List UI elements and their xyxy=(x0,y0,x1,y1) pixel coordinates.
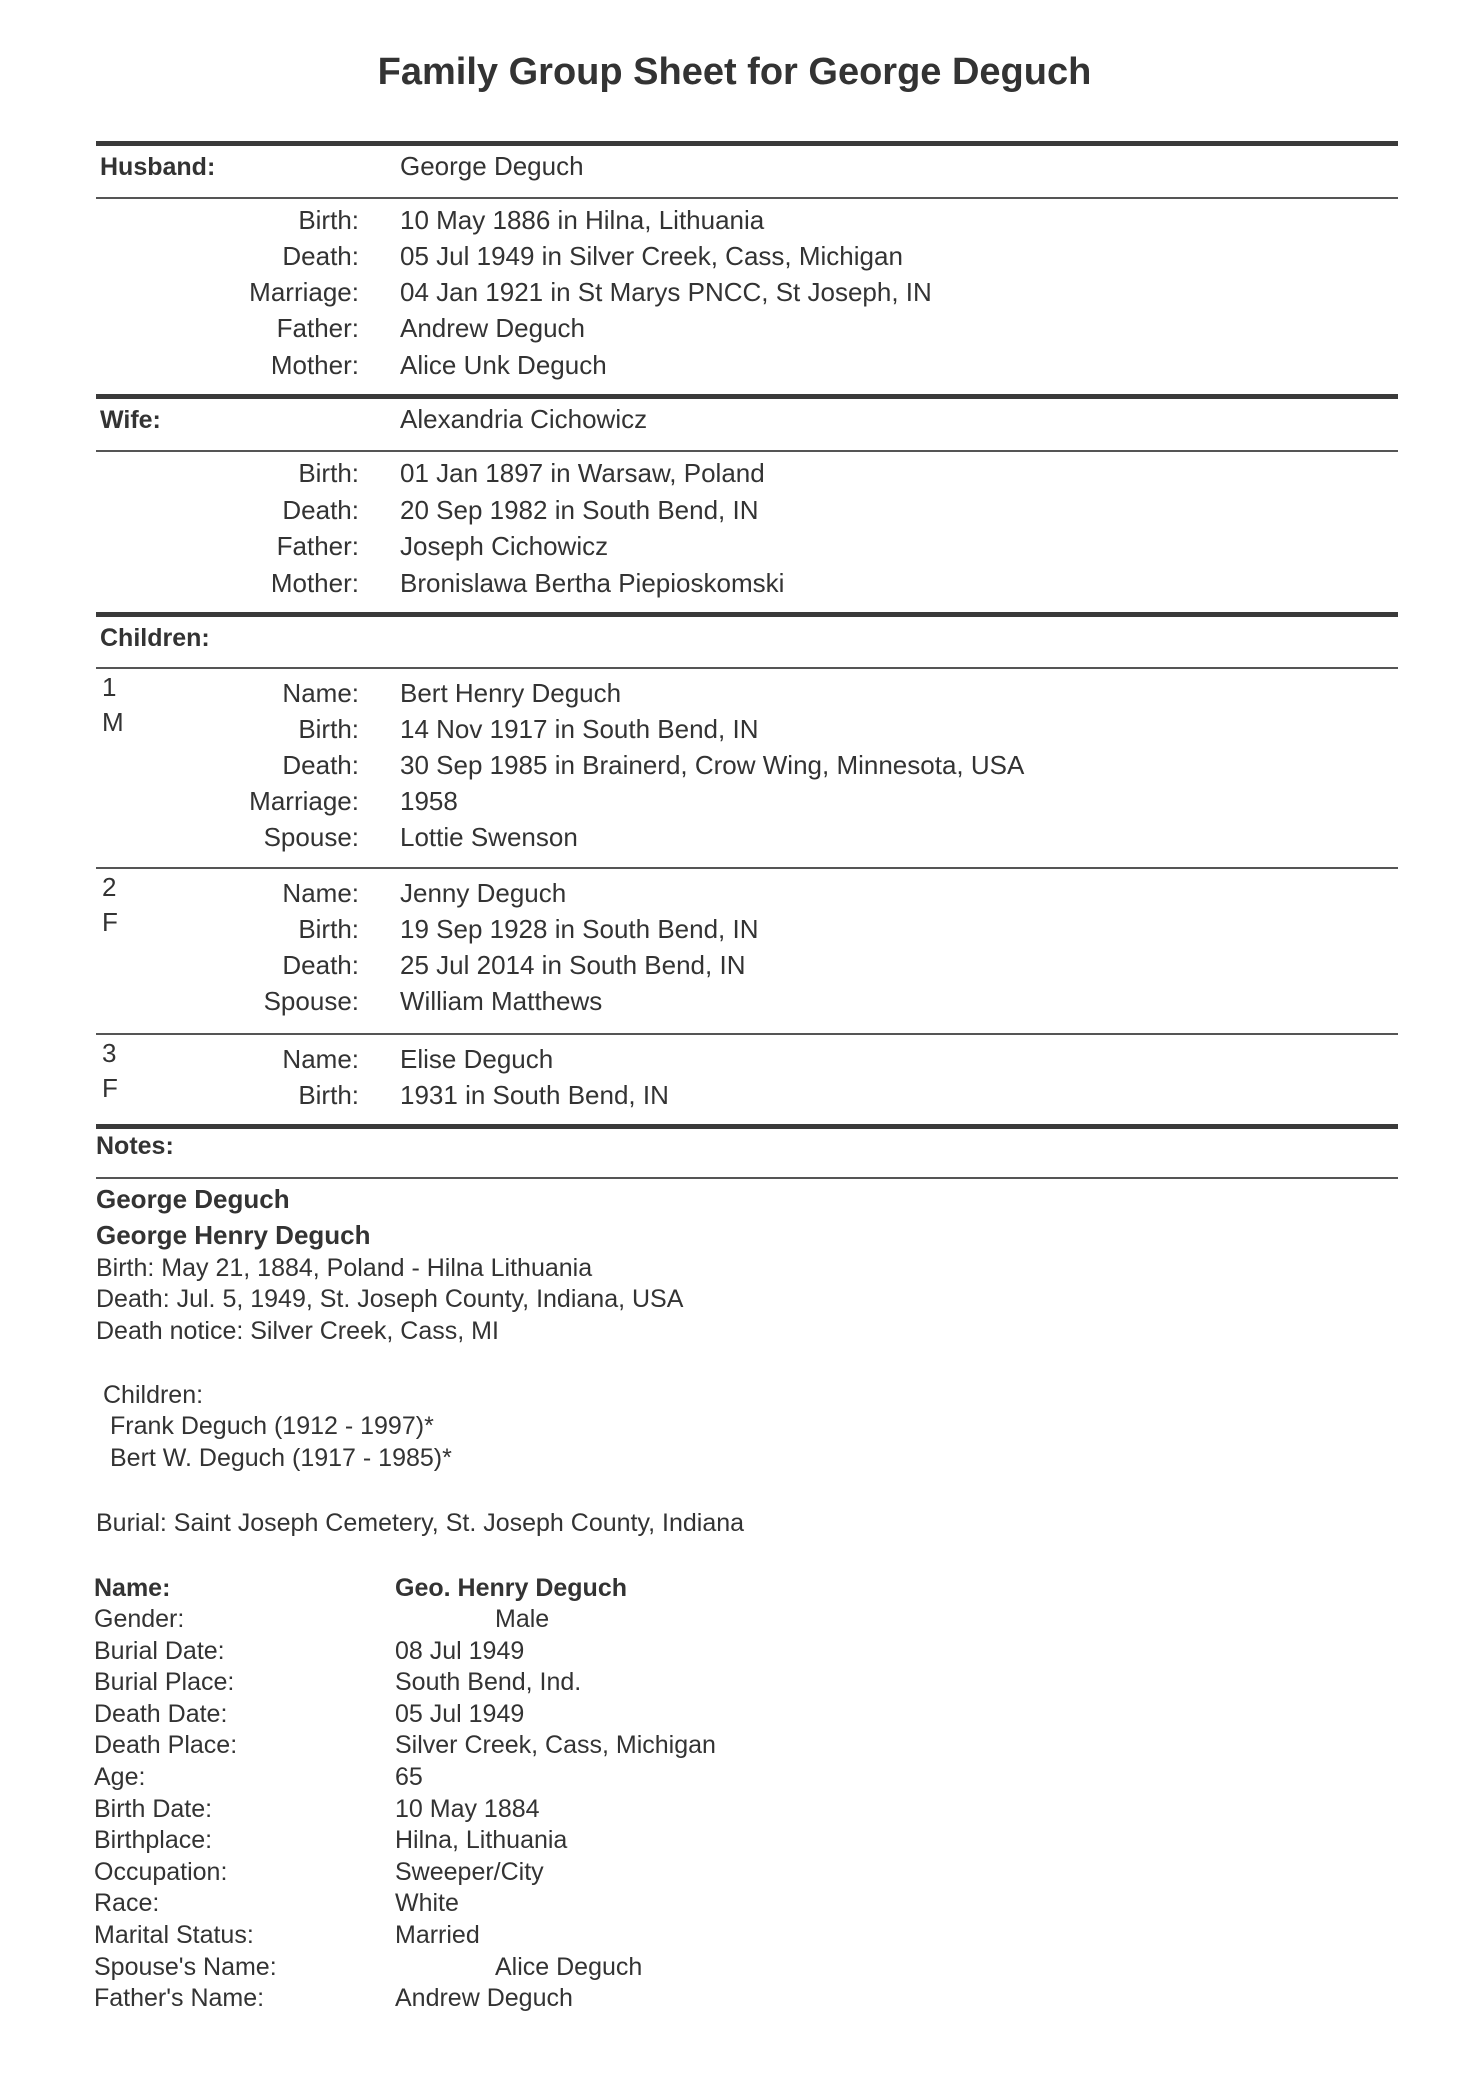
record-label: Father's Name: xyxy=(94,1984,265,2012)
record-label: Spouse's Name: xyxy=(94,1953,277,1981)
child-fact-value: Jenny Deguch xyxy=(400,878,567,908)
record-label: Burial Place: xyxy=(94,1668,235,1696)
child-fact-label: Marriage: xyxy=(249,786,359,816)
wife-fact-label: Mother: xyxy=(270,568,359,598)
notes-heading: George Deguch xyxy=(96,1184,290,1214)
record-label: Marital Status: xyxy=(94,1921,254,1949)
child-fact-label: Death: xyxy=(282,750,359,780)
child-fact-value: 14 Nov 1917 in South Bend, IN xyxy=(400,714,759,744)
husband-section-label: Husband: xyxy=(100,153,216,181)
child-sex: F xyxy=(102,907,118,937)
husband-fact-label: Marriage: xyxy=(249,277,359,307)
child-fact-value: Elise Deguch xyxy=(400,1044,554,1074)
child-fact-value: 25 Jul 2014 in South Bend, IN xyxy=(400,950,746,980)
husband-fact-value: 10 May 1886 in Hilna, Lithuania xyxy=(400,205,765,235)
record-value: Andrew Deguch xyxy=(395,1984,573,2012)
child-fact-label: Name: xyxy=(282,1044,359,1074)
husband-fact-label: Father: xyxy=(276,313,359,343)
section-divider xyxy=(96,612,1398,617)
notes-subheading: George Henry Deguch xyxy=(96,1220,371,1250)
record-value: Male xyxy=(495,1605,550,1633)
wife-fact-value: Bronislawa Bertha Piepioskomski xyxy=(400,568,785,598)
child-fact-label: Name: xyxy=(282,878,359,908)
child-number: 3 xyxy=(102,1038,117,1068)
notes-line: Death: Jul. 5, 1949, St. Joseph County, Indiana, USA xyxy=(96,1285,684,1313)
child-fact-label: Birth: xyxy=(298,714,359,744)
record-value: Married xyxy=(395,1921,480,1949)
husband-fact-value: 04 Jan 1921 in St Marys PNCC, St Joseph, IN xyxy=(400,277,932,307)
record-label: Name: xyxy=(94,1574,171,1602)
child-fact-label: Spouse: xyxy=(263,986,359,1016)
wife-fact-label: Birth: xyxy=(298,458,359,488)
notes-children-label: Children: xyxy=(103,1381,204,1409)
husband-fact-label: Birth: xyxy=(298,205,359,235)
child-fact-label: Spouse: xyxy=(263,822,359,852)
record-value: 10 May 1884 xyxy=(395,1795,540,1823)
divider xyxy=(96,667,1398,669)
record-label: Gender: xyxy=(94,1605,185,1633)
child-sex: F xyxy=(102,1073,118,1103)
record-value: Alice Deguch xyxy=(495,1953,643,1981)
section-divider xyxy=(96,141,1398,146)
wife-fact-label: Father: xyxy=(276,531,359,561)
record-value: 05 Jul 1949 xyxy=(395,1700,525,1728)
record-value: South Bend, Ind. xyxy=(395,1668,582,1696)
page-title: Family Group Sheet for George Deguch xyxy=(377,51,1092,93)
record-label: Birthplace: xyxy=(94,1826,213,1854)
child-sex: M xyxy=(102,707,124,737)
record-label: Race: xyxy=(94,1889,160,1917)
child-fact-value: 19 Sep 1928 in South Bend, IN xyxy=(400,914,759,944)
child-fact-value: 1931 in South Bend, IN xyxy=(400,1080,669,1110)
husband-fact-value: Andrew Deguch xyxy=(400,313,585,343)
record-value: White xyxy=(395,1889,459,1917)
notes-line: Birth: May 21, 1884, Poland - Hilna Lithuania xyxy=(96,1254,593,1282)
wife-fact-value: Joseph Cichowicz xyxy=(400,531,609,561)
record-label: Death Date: xyxy=(94,1700,228,1728)
divider xyxy=(96,1177,1398,1179)
record-value: 08 Jul 1949 xyxy=(395,1637,525,1665)
wife-section-label: Wife: xyxy=(100,406,161,434)
notes-burial: Burial: Saint Joseph Cemetery, St. Joseph County, Indiana xyxy=(96,1509,745,1537)
child-fact-value: Lottie Swenson xyxy=(400,822,578,852)
children-section-label: Children: xyxy=(100,624,210,652)
record-value: Sweeper/City xyxy=(395,1858,544,1886)
record-value: Hilna, Lithuania xyxy=(395,1826,568,1854)
wife-fact-value: 01 Jan 1897 in Warsaw, Poland xyxy=(400,458,765,488)
husband-fact-value: 05 Jul 1949 in Silver Creek, Cass, Michigan xyxy=(400,241,903,271)
husband-fact-label: Death: xyxy=(282,241,359,271)
wife-fact-label: Death: xyxy=(282,495,359,525)
wife-fact-value: 20 Sep 1982 in South Bend, IN xyxy=(400,495,759,525)
record-value: Geo. Henry Deguch xyxy=(395,1574,627,1602)
record-label: Age: xyxy=(94,1763,146,1791)
divider xyxy=(96,867,1398,869)
child-fact-value: Bert Henry Deguch xyxy=(400,678,622,708)
divider xyxy=(96,450,1398,452)
wife-name: Alexandria Cichowicz xyxy=(400,404,648,434)
record-value: Silver Creek, Cass, Michigan xyxy=(395,1731,716,1759)
divider xyxy=(96,1033,1398,1035)
child-fact-label: Name: xyxy=(282,678,359,708)
section-divider xyxy=(96,1124,1398,1129)
section-divider xyxy=(96,394,1398,399)
record-label: Death Place: xyxy=(94,1731,238,1759)
child-number: 1 xyxy=(102,672,117,702)
record-label: Birth Date: xyxy=(94,1795,213,1823)
husband-name: George Deguch xyxy=(400,151,584,181)
child-fact-label: Death: xyxy=(282,950,359,980)
record-label: Occupation: xyxy=(94,1858,228,1886)
notes-line: Death notice: Silver Creek, Cass, MI xyxy=(96,1317,499,1345)
notes-section-label: Notes: xyxy=(96,1132,174,1160)
husband-fact-value: Alice Unk Deguch xyxy=(400,350,607,380)
divider xyxy=(96,197,1398,199)
child-fact-label: Birth: xyxy=(298,914,359,944)
husband-fact-label: Mother: xyxy=(270,350,359,380)
child-fact-value: William Matthews xyxy=(400,986,603,1016)
child-fact-value: 1958 xyxy=(400,786,458,816)
child-fact-label: Birth: xyxy=(298,1080,359,1110)
notes-child-entry: Frank Deguch (1912 - 1997)* xyxy=(110,1412,434,1440)
child-fact-value: 30 Sep 1985 in Brainerd, Crow Wing, Minnesota, USA xyxy=(400,750,1025,780)
notes-child-entry: Bert W. Deguch (1917 - 1985)* xyxy=(110,1444,452,1472)
record-value: 65 xyxy=(395,1763,423,1791)
record-label: Burial Date: xyxy=(94,1637,225,1665)
child-number: 2 xyxy=(102,872,117,902)
